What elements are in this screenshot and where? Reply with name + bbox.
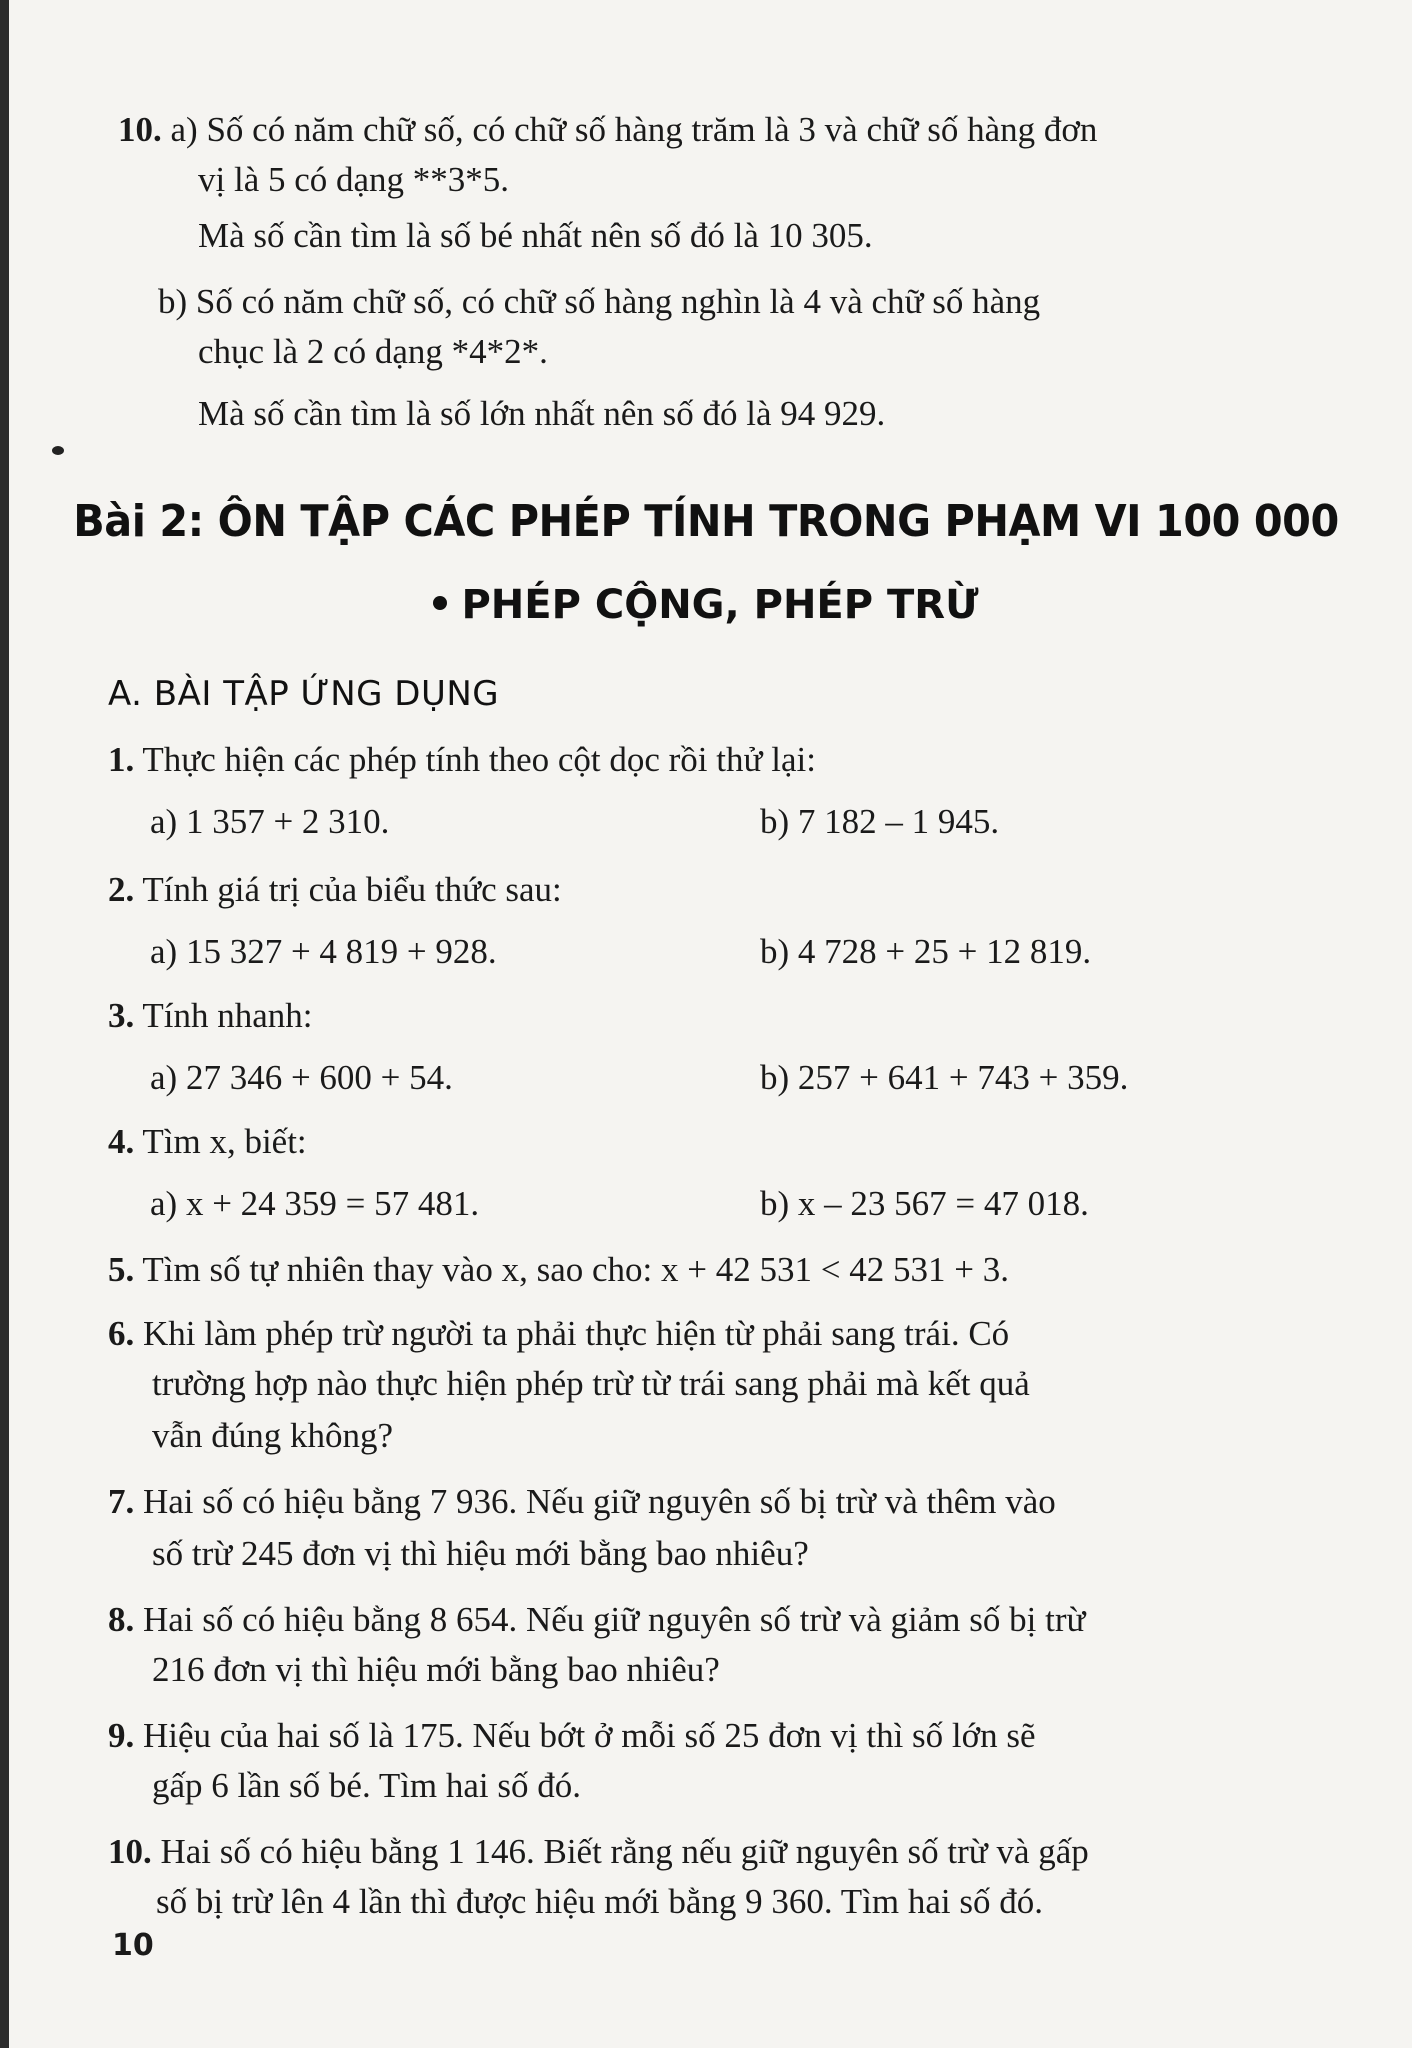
exercise-text: Thực hiện các phép tính theo cột dọc rồi thử lại: [142,740,816,779]
answer-10b-line1: b) Số có năm chữ số, có chữ số hàng nghìn là 4 và chữ số hàng [158,282,1041,321]
exercise-text: Tìm số tự nhiên thay vào x, sao cho: x + 42 531 < 42 531 + 3. [142,1250,1009,1289]
exercise-1b: b) 7 182 – 1 945. [760,802,1000,841]
exercise-1a: a) 1 357 + 2 310. [150,802,390,841]
exercise-number: 7. [108,1482,135,1521]
answer-10a-line3: Mà số cần tìm là số bé nhất nên số đó là 10 305. [198,216,873,255]
exercise-6-line2: trường hợp nào thực hiện phép trừ từ trái sang phải mà kết quả [152,1364,1030,1403]
exercise-text: Hai số có hiệu bằng 8 654. Nếu giữ nguyên số trừ và giảm số bị trừ [143,1600,1086,1639]
exercise-number: 10. [108,1832,152,1871]
page-number: 10 [112,1928,154,1963]
exercise-text: Tìm x, biết: [142,1122,307,1161]
exercise-number: 3. [108,996,135,1035]
exercise-2a: a) 15 327 + 4 819 + 928. [150,932,497,971]
answer-10a-line2: vị là 5 có dạng **3*5. [198,160,510,199]
answer-10-number: 10. [118,110,162,149]
exercise-text: Hai số có hiệu bằng 7 936. Nếu giữ nguyên số bị trừ và thêm vào [143,1482,1056,1521]
ink-mark [52,446,64,455]
lesson-subtitle-text: PHÉP CỘNG, PHÉP TRỪ [461,582,979,628]
exercise-9-line1 [108,1714,1036,1758]
exercise-8-line2: 216 đơn vị thì hiệu mới bằng bao nhiêu? [152,1650,720,1689]
exercise-number: 1. [108,740,135,779]
exercise-4b: b) x – 23 567 = 47 018. [760,1184,1089,1223]
exercise-3 [108,994,313,1038]
exercise-number: 2. [108,870,135,909]
section-title: A. BÀI TẬP ỨNG DỤNG [108,674,500,714]
exercise-3a: a) 27 346 + 600 + 54. [150,1058,453,1097]
exercise-text: Tính nhanh: [142,996,313,1035]
exercise-8-line1 [108,1598,1085,1642]
exercise-7-line1 [108,1480,1056,1524]
exercise-6-line3: vẫn đúng không? [152,1416,394,1455]
exercise-5 [108,1248,1009,1292]
exercise-number: 8. [108,1600,135,1639]
lesson-subtitle [0,582,1412,628]
answer-10b-line3: Mà số cần tìm là số lớn nhất nên số đó là 94 929. [198,394,886,433]
exercise-2b: b) 4 728 + 25 + 12 819. [760,932,1092,971]
exercise-10-line2: số bị trừ lên 4 lần thì được hiệu mới bằng 9 360. Tìm hai số đó. [156,1882,1043,1921]
exercise-2 [108,868,562,912]
exercise-text: Khi làm phép trừ người ta phải thực hiện từ phải sang trái. Có [143,1314,1010,1353]
answer-10a-line1 [118,108,1097,152]
exercise-1 [108,738,816,782]
lesson-title: Bài 2: ÔN TẬP CÁC PHÉP TÍNH TRONG PHẠM VI 100 000 [73,496,1339,547]
page-binding-edge [0,0,9,2048]
answer-10b-line2: chục là 2 có dạng *4*2*. [198,332,548,371]
exercise-text: Hai số có hiệu bằng 1 146. Biết rằng nếu giữ nguyên số trừ và gấp [160,1832,1089,1871]
exercise-number: 4. [108,1122,135,1161]
exercise-7-line2: số trừ 245 đơn vị thì hiệu mới bằng bao nhiêu? [152,1534,809,1573]
exercise-6-line1 [108,1312,1009,1356]
exercise-3b: b) 257 + 641 + 743 + 359. [760,1058,1129,1097]
bullet-icon [433,596,447,610]
exercise-4 [108,1120,307,1164]
exercise-text: Hiệu của hai số là 175. Nếu bớt ở mỗi số 25 đơn vị thì số lớn sẽ [143,1716,1036,1755]
exercise-number: 6. [108,1314,135,1353]
exercise-10-line1 [108,1830,1089,1874]
exercise-9-line2: gấp 6 lần số bé. Tìm hai số đó. [152,1766,582,1805]
answer-10a-text: a) Số có năm chữ số, có chữ số hàng trăm là 3 và chữ số hàng đơn [170,110,1098,149]
exercise-number: 9. [108,1716,135,1755]
exercise-4a: a) x + 24 359 = 57 481. [150,1184,480,1223]
exercise-text: Tính giá trị của biểu thức sau: [142,870,562,909]
exercise-number: 5. [108,1250,135,1289]
